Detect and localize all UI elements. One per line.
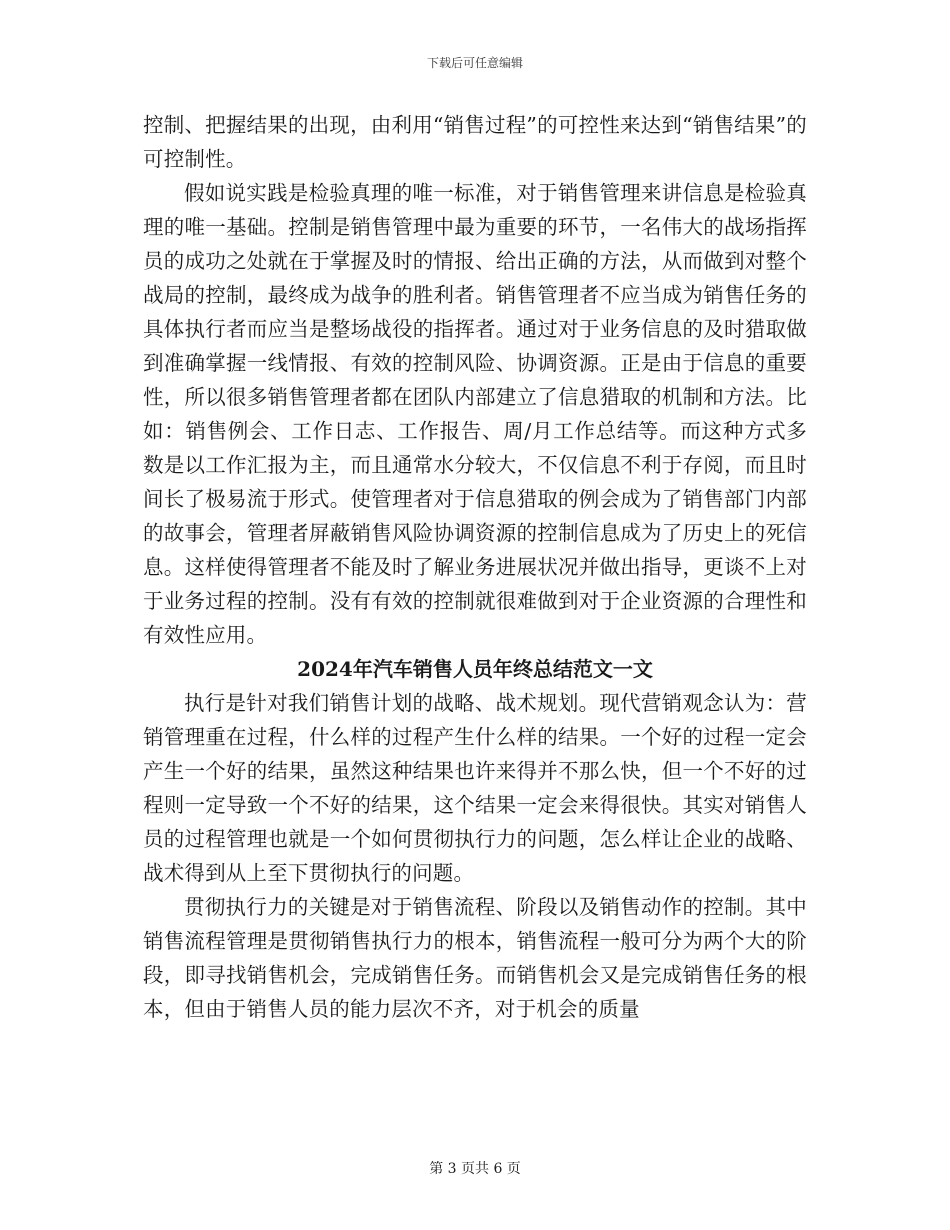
paragraph-execution: 执行是针对我们销售计划的战略、战术规划。现代营销观念认为：营销管理重在过程，什么样的过程产生什么样的结果。一个好的过程一定会产生一个好的结果，虽然这种结果也许来得并不那么快，但一个不好的过程则一定导致一个不好的结果，这个结果一定会来得很快。其实对销售人员的过程管理也就是一个如何贯彻执行力的问题，怎么样让企业的战略、战术得到从上至下贯彻执行的问题。	[143, 691, 807, 885]
paragraph-information-control: 假如说实践是检验真理的唯一标准，对于销售管理来讲信息是检验真理的唯一基础。控制是销售管理中最为重要的环节，一名伟大的战场指挥员的成功之处就在于掌握及时的情报、给出正确的方法，从而做到对整个战局的控制，最终成为战争的胜利者。销售管理者不应当成为销售任务的具体执行者而应当是整场战役的指挥者。通过对于业务信息的及时猎取做到准确掌握一线情报、有效的控制风险、协调资源。正是由于信息的重要性，所以很多销售管理者都在团队内部建立了信息猎取的机制和方法。比如：销售例会、工作日志、工作报告、周/月工作总结等。而这种方式多数是以工作汇报为主，而且通常水分较大，不仅信息不利于存阅，而且时间长了极易流于形式。使管理者对于信息猎取的例会成为了销售部门内部的故事会，管理者屏蔽销售风险协调资源的控制信息成为了历史上的死信息。这样使得管理者不能及时了解业务进展状况并做出指导，更谈不上对于业务过程的控制。没有有效的控制就很难做到对于企业资源的合理性和有效性应用。	[143, 181, 807, 647]
page-header: 下载后可任意编辑	[426, 56, 523, 70]
paragraph-continuation: 控制、把握结果的出现，由利用“销售过程”的可控性来达到“销售结果”的可控制性。	[143, 113, 807, 171]
section-title: 2024年汽车销售人员年终总结范文一文	[297, 657, 653, 681]
document-body	[143, 108, 807, 1026]
paragraph-sales-process: 贯彻执行力的关键是对于销售流程、阶段以及销售动作的控制。其中销售流程管理是贯彻销售执行力的根本，销售流程一般可分为两个大的阶段，即寻找销售机会，完成销售任务。而销售机会又是完成销售任务的根本，但由于销售人员的能力层次不齐，对于机会的质量	[143, 895, 807, 1021]
page-footer: 第 3 页共 6 页	[429, 1161, 521, 1177]
